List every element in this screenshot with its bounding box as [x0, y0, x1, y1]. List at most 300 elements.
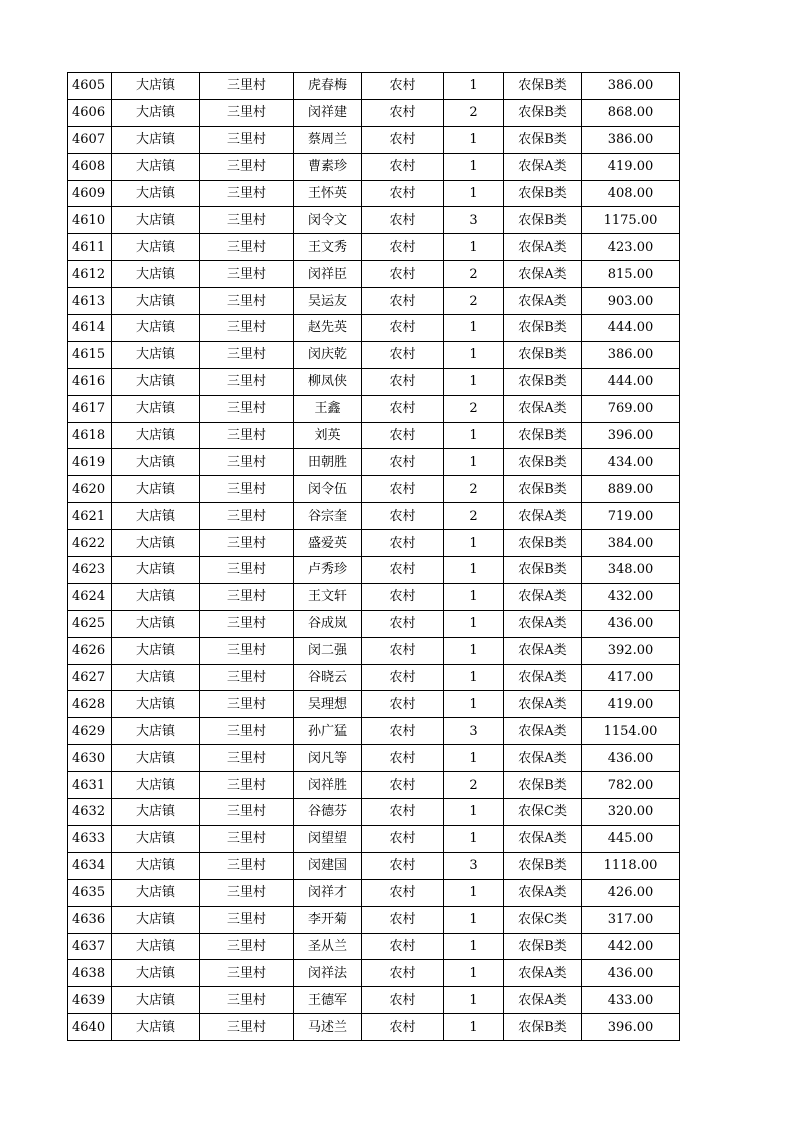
residence-type-cell: 农村 — [362, 341, 444, 368]
serial-number-cell: 4610 — [68, 207, 112, 234]
serial-number-cell: 4608 — [68, 153, 112, 180]
amount-cell: 1154.00 — [582, 718, 680, 745]
insurance-category-cell: 农保B类 — [504, 99, 582, 126]
member-count-cell: 2 — [444, 288, 504, 315]
person-name-cell: 闵令伍 — [294, 476, 362, 503]
residence-type-cell: 农村 — [362, 933, 444, 960]
amount-cell: 444.00 — [582, 315, 680, 342]
amount-cell: 444.00 — [582, 368, 680, 395]
village-cell: 三里村 — [200, 341, 294, 368]
serial-number-cell: 4611 — [68, 234, 112, 261]
serial-number-cell: 4615 — [68, 341, 112, 368]
residence-type-cell: 农村 — [362, 583, 444, 610]
serial-number-cell: 4630 — [68, 745, 112, 772]
residence-type-cell: 农村 — [362, 99, 444, 126]
serial-number-cell: 4634 — [68, 852, 112, 879]
person-name-cell: 盛爱英 — [294, 530, 362, 557]
residence-type-cell: 农村 — [362, 637, 444, 664]
village-cell: 三里村 — [200, 987, 294, 1014]
amount-cell: 436.00 — [582, 610, 680, 637]
amount-cell: 396.00 — [582, 1014, 680, 1041]
insurance-category-cell: 农保B类 — [504, 180, 582, 207]
amount-cell: 386.00 — [582, 341, 680, 368]
village-cell: 三里村 — [200, 906, 294, 933]
insurance-category-cell: 农保A类 — [504, 583, 582, 610]
village-cell: 三里村 — [200, 180, 294, 207]
amount-cell: 419.00 — [582, 153, 680, 180]
member-count-cell: 1 — [444, 153, 504, 180]
serial-number-cell: 4618 — [68, 422, 112, 449]
amount-cell: 769.00 — [582, 395, 680, 422]
amount-cell: 815.00 — [582, 261, 680, 288]
residence-type-cell: 农村 — [362, 691, 444, 718]
amount-cell: 320.00 — [582, 799, 680, 826]
amount-cell: 396.00 — [582, 422, 680, 449]
residence-type-cell: 农村 — [362, 395, 444, 422]
person-name-cell: 谷德芬 — [294, 799, 362, 826]
person-name-cell: 闵望望 — [294, 825, 362, 852]
serial-number-cell: 4640 — [68, 1014, 112, 1041]
amount-cell: 419.00 — [582, 691, 680, 718]
member-count-cell: 1 — [444, 637, 504, 664]
residence-type-cell: 农村 — [362, 745, 444, 772]
member-count-cell: 1 — [444, 583, 504, 610]
amount-cell: 432.00 — [582, 583, 680, 610]
person-name-cell: 吴运友 — [294, 288, 362, 315]
person-name-cell: 闵庆乾 — [294, 341, 362, 368]
table-row — [68, 126, 680, 153]
town-cell: 大店镇 — [112, 207, 200, 234]
member-count-cell: 1 — [444, 422, 504, 449]
residence-type-cell: 农村 — [362, 261, 444, 288]
member-count-cell: 1 — [444, 341, 504, 368]
table-row — [68, 772, 680, 799]
village-cell: 三里村 — [200, 637, 294, 664]
insurance-category-cell: 农保A类 — [504, 960, 582, 987]
village-cell: 三里村 — [200, 449, 294, 476]
serial-number-cell: 4633 — [68, 825, 112, 852]
amount-cell: 889.00 — [582, 476, 680, 503]
person-name-cell: 闵建国 — [294, 852, 362, 879]
residence-type-cell: 农村 — [362, 906, 444, 933]
town-cell: 大店镇 — [112, 745, 200, 772]
insurance-category-cell: 农保B类 — [504, 557, 582, 584]
insurance-category-cell: 农保B类 — [504, 73, 582, 100]
residence-type-cell: 农村 — [362, 503, 444, 530]
village-cell: 三里村 — [200, 153, 294, 180]
town-cell: 大店镇 — [112, 422, 200, 449]
serial-number-cell: 4607 — [68, 126, 112, 153]
town-cell: 大店镇 — [112, 368, 200, 395]
insurance-category-cell: 农保A类 — [504, 879, 582, 906]
serial-number-cell: 4623 — [68, 557, 112, 584]
serial-number-cell: 4612 — [68, 261, 112, 288]
serial-number-cell: 4626 — [68, 637, 112, 664]
insurance-category-cell: 农保B类 — [504, 207, 582, 234]
person-name-cell: 王鑫 — [294, 395, 362, 422]
village-cell: 三里村 — [200, 99, 294, 126]
table-row — [68, 879, 680, 906]
insurance-category-cell: 农保B类 — [504, 126, 582, 153]
member-count-cell: 1 — [444, 906, 504, 933]
village-cell: 三里村 — [200, 852, 294, 879]
table-row — [68, 261, 680, 288]
table-row — [68, 207, 680, 234]
person-name-cell: 闵祥才 — [294, 879, 362, 906]
insurance-category-cell: 农保A类 — [504, 637, 582, 664]
residence-type-cell: 农村 — [362, 73, 444, 100]
person-name-cell: 柳凤侠 — [294, 368, 362, 395]
amount-cell: 417.00 — [582, 664, 680, 691]
table-row — [68, 906, 680, 933]
person-name-cell: 王文秀 — [294, 234, 362, 261]
town-cell: 大店镇 — [112, 341, 200, 368]
residence-type-cell: 农村 — [362, 772, 444, 799]
insurance-category-cell: 农保C类 — [504, 906, 582, 933]
serial-number-cell: 4624 — [68, 583, 112, 610]
town-cell: 大店镇 — [112, 852, 200, 879]
town-cell: 大店镇 — [112, 288, 200, 315]
town-cell: 大店镇 — [112, 557, 200, 584]
village-cell: 三里村 — [200, 772, 294, 799]
amount-cell: 782.00 — [582, 772, 680, 799]
town-cell: 大店镇 — [112, 691, 200, 718]
insurance-category-cell: 农保B类 — [504, 476, 582, 503]
village-cell: 三里村 — [200, 368, 294, 395]
insurance-category-cell: 农保B类 — [504, 368, 582, 395]
town-cell: 大店镇 — [112, 960, 200, 987]
member-count-cell: 2 — [444, 99, 504, 126]
table-row — [68, 341, 680, 368]
table-row — [68, 691, 680, 718]
serial-number-cell: 4617 — [68, 395, 112, 422]
table-row — [68, 664, 680, 691]
residence-type-cell: 农村 — [362, 315, 444, 342]
person-name-cell: 闵二强 — [294, 637, 362, 664]
village-cell: 三里村 — [200, 557, 294, 584]
residence-type-cell: 农村 — [362, 799, 444, 826]
insurance-category-cell: 农保A类 — [504, 153, 582, 180]
person-name-cell: 闵祥法 — [294, 960, 362, 987]
table-row — [68, 153, 680, 180]
village-cell: 三里村 — [200, 73, 294, 100]
table-row — [68, 288, 680, 315]
person-name-cell: 闵祥胜 — [294, 772, 362, 799]
residence-type-cell: 农村 — [362, 126, 444, 153]
village-cell: 三里村 — [200, 583, 294, 610]
village-cell: 三里村 — [200, 745, 294, 772]
member-count-cell: 1 — [444, 745, 504, 772]
village-cell: 三里村 — [200, 530, 294, 557]
amount-cell: 868.00 — [582, 99, 680, 126]
village-cell: 三里村 — [200, 476, 294, 503]
member-count-cell: 1 — [444, 126, 504, 153]
amount-cell: 433.00 — [582, 987, 680, 1014]
town-cell: 大店镇 — [112, 583, 200, 610]
person-name-cell: 吴理想 — [294, 691, 362, 718]
table-row — [68, 745, 680, 772]
residence-type-cell: 农村 — [362, 422, 444, 449]
member-count-cell: 1 — [444, 610, 504, 637]
town-cell: 大店镇 — [112, 1014, 200, 1041]
amount-cell: 1118.00 — [582, 852, 680, 879]
amount-cell: 386.00 — [582, 126, 680, 153]
person-name-cell: 王德军 — [294, 987, 362, 1014]
town-cell: 大店镇 — [112, 234, 200, 261]
table-row — [68, 557, 680, 584]
town-cell: 大店镇 — [112, 799, 200, 826]
town-cell: 大店镇 — [112, 449, 200, 476]
village-cell: 三里村 — [200, 1014, 294, 1041]
town-cell: 大店镇 — [112, 261, 200, 288]
amount-cell: 386.00 — [582, 73, 680, 100]
serial-number-cell: 4639 — [68, 987, 112, 1014]
amount-cell: 436.00 — [582, 745, 680, 772]
person-name-cell: 虎春梅 — [294, 73, 362, 100]
village-cell: 三里村 — [200, 395, 294, 422]
insurance-category-cell: 农保B类 — [504, 852, 582, 879]
insurance-category-cell: 农保A类 — [504, 503, 582, 530]
residence-type-cell: 农村 — [362, 207, 444, 234]
serial-number-cell: 4625 — [68, 610, 112, 637]
records-table — [67, 72, 680, 1041]
amount-cell: 434.00 — [582, 449, 680, 476]
member-count-cell: 2 — [444, 772, 504, 799]
town-cell: 大店镇 — [112, 772, 200, 799]
village-cell: 三里村 — [200, 234, 294, 261]
serial-number-cell: 4635 — [68, 879, 112, 906]
person-name-cell: 闵祥建 — [294, 99, 362, 126]
town-cell: 大店镇 — [112, 126, 200, 153]
person-name-cell: 谷宗奎 — [294, 503, 362, 530]
serial-number-cell: 4616 — [68, 368, 112, 395]
insurance-category-cell: 农保C类 — [504, 799, 582, 826]
town-cell: 大店镇 — [112, 180, 200, 207]
town-cell: 大店镇 — [112, 825, 200, 852]
serial-number-cell: 4605 — [68, 73, 112, 100]
member-count-cell: 1 — [444, 960, 504, 987]
member-count-cell: 1 — [444, 825, 504, 852]
table-row — [68, 960, 680, 987]
residence-type-cell: 农村 — [362, 664, 444, 691]
table-row — [68, 73, 680, 100]
town-cell: 大店镇 — [112, 637, 200, 664]
person-name-cell: 孙广猛 — [294, 718, 362, 745]
village-cell: 三里村 — [200, 288, 294, 315]
town-cell: 大店镇 — [112, 73, 200, 100]
serial-number-cell: 4613 — [68, 288, 112, 315]
member-count-cell: 1 — [444, 664, 504, 691]
member-count-cell: 1 — [444, 234, 504, 261]
insurance-category-cell: 农保A类 — [504, 395, 582, 422]
insurance-category-cell: 农保A类 — [504, 745, 582, 772]
serial-number-cell: 4631 — [68, 772, 112, 799]
serial-number-cell: 4621 — [68, 503, 112, 530]
insurance-category-cell: 农保B类 — [504, 449, 582, 476]
town-cell: 大店镇 — [112, 906, 200, 933]
insurance-category-cell: 农保B类 — [504, 772, 582, 799]
amount-cell: 423.00 — [582, 234, 680, 261]
village-cell: 三里村 — [200, 610, 294, 637]
table-row — [68, 1014, 680, 1041]
table-body — [68, 73, 680, 1041]
person-name-cell: 闵令文 — [294, 207, 362, 234]
residence-type-cell: 农村 — [362, 852, 444, 879]
serial-number-cell: 4609 — [68, 180, 112, 207]
table-row — [68, 987, 680, 1014]
residence-type-cell: 农村 — [362, 879, 444, 906]
table-row — [68, 933, 680, 960]
insurance-category-cell: 农保B类 — [504, 341, 582, 368]
amount-cell: 408.00 — [582, 180, 680, 207]
table-row — [68, 395, 680, 422]
member-count-cell: 2 — [444, 476, 504, 503]
residence-type-cell: 农村 — [362, 476, 444, 503]
person-name-cell: 王文轩 — [294, 583, 362, 610]
table-row — [68, 180, 680, 207]
table-row — [68, 718, 680, 745]
insurance-category-cell: 农保A类 — [504, 664, 582, 691]
person-name-cell: 卢秀珍 — [294, 557, 362, 584]
person-name-cell: 李开菊 — [294, 906, 362, 933]
serial-number-cell: 4636 — [68, 906, 112, 933]
amount-cell: 348.00 — [582, 557, 680, 584]
person-name-cell: 蔡周兰 — [294, 126, 362, 153]
insurance-category-cell: 农保B类 — [504, 530, 582, 557]
amount-cell: 317.00 — [582, 906, 680, 933]
insurance-category-cell: 农保B类 — [504, 315, 582, 342]
village-cell: 三里村 — [200, 503, 294, 530]
amount-cell: 436.00 — [582, 960, 680, 987]
table-row — [68, 825, 680, 852]
serial-number-cell: 4614 — [68, 315, 112, 342]
table-row — [68, 476, 680, 503]
serial-number-cell: 4619 — [68, 449, 112, 476]
amount-cell: 384.00 — [582, 530, 680, 557]
table-row — [68, 234, 680, 261]
insurance-category-cell: 农保A类 — [504, 610, 582, 637]
member-count-cell: 1 — [444, 368, 504, 395]
town-cell: 大店镇 — [112, 610, 200, 637]
person-name-cell: 谷晓云 — [294, 664, 362, 691]
residence-type-cell: 农村 — [362, 368, 444, 395]
person-name-cell: 马述兰 — [294, 1014, 362, 1041]
member-count-cell: 1 — [444, 799, 504, 826]
insurance-category-cell: 农保A类 — [504, 987, 582, 1014]
village-cell: 三里村 — [200, 799, 294, 826]
table-row — [68, 315, 680, 342]
amount-cell: 445.00 — [582, 825, 680, 852]
residence-type-cell: 农村 — [362, 960, 444, 987]
residence-type-cell: 农村 — [362, 288, 444, 315]
serial-number-cell: 4606 — [68, 99, 112, 126]
village-cell: 三里村 — [200, 691, 294, 718]
town-cell: 大店镇 — [112, 153, 200, 180]
serial-number-cell: 4627 — [68, 664, 112, 691]
amount-cell: 903.00 — [582, 288, 680, 315]
member-count-cell: 3 — [444, 852, 504, 879]
table-row — [68, 368, 680, 395]
residence-type-cell: 农村 — [362, 234, 444, 261]
member-count-cell: 3 — [444, 718, 504, 745]
village-cell: 三里村 — [200, 126, 294, 153]
serial-number-cell: 4628 — [68, 691, 112, 718]
person-name-cell: 刘英 — [294, 422, 362, 449]
residence-type-cell: 农村 — [362, 449, 444, 476]
member-count-cell: 1 — [444, 449, 504, 476]
town-cell: 大店镇 — [112, 987, 200, 1014]
town-cell: 大店镇 — [112, 503, 200, 530]
town-cell: 大店镇 — [112, 395, 200, 422]
member-count-cell: 2 — [444, 395, 504, 422]
insurance-category-cell: 农保A类 — [504, 234, 582, 261]
insurance-category-cell: 农保B类 — [504, 422, 582, 449]
residence-type-cell: 农村 — [362, 718, 444, 745]
village-cell: 三里村 — [200, 315, 294, 342]
table-row — [68, 99, 680, 126]
residence-type-cell: 农村 — [362, 987, 444, 1014]
village-cell: 三里村 — [200, 261, 294, 288]
village-cell: 三里村 — [200, 825, 294, 852]
table-row — [68, 852, 680, 879]
town-cell: 大店镇 — [112, 530, 200, 557]
member-count-cell: 1 — [444, 691, 504, 718]
serial-number-cell: 4629 — [68, 718, 112, 745]
amount-cell: 719.00 — [582, 503, 680, 530]
village-cell: 三里村 — [200, 422, 294, 449]
person-name-cell: 谷成岚 — [294, 610, 362, 637]
person-name-cell: 闵凡等 — [294, 745, 362, 772]
residence-type-cell: 农村 — [362, 557, 444, 584]
insurance-category-cell: 农保A类 — [504, 691, 582, 718]
town-cell: 大店镇 — [112, 99, 200, 126]
person-name-cell: 闵祥臣 — [294, 261, 362, 288]
table-row — [68, 422, 680, 449]
person-name-cell: 王怀英 — [294, 180, 362, 207]
member-count-cell: 1 — [444, 530, 504, 557]
insurance-category-cell: 农保A类 — [504, 825, 582, 852]
member-count-cell: 1 — [444, 180, 504, 207]
town-cell: 大店镇 — [112, 476, 200, 503]
member-count-cell: 1 — [444, 557, 504, 584]
member-count-cell: 1 — [444, 987, 504, 1014]
insurance-category-cell: 农保A类 — [504, 288, 582, 315]
serial-number-cell: 4632 — [68, 799, 112, 826]
village-cell: 三里村 — [200, 933, 294, 960]
table-row — [68, 637, 680, 664]
town-cell: 大店镇 — [112, 315, 200, 342]
insurance-category-cell: 农保B类 — [504, 1014, 582, 1041]
residence-type-cell: 农村 — [362, 1014, 444, 1041]
serial-number-cell: 4638 — [68, 960, 112, 987]
residence-type-cell: 农村 — [362, 530, 444, 557]
residence-type-cell: 农村 — [362, 610, 444, 637]
village-cell: 三里村 — [200, 879, 294, 906]
serial-number-cell: 4637 — [68, 933, 112, 960]
amount-cell: 426.00 — [582, 879, 680, 906]
serial-number-cell: 4620 — [68, 476, 112, 503]
person-name-cell: 赵先英 — [294, 315, 362, 342]
residence-type-cell: 农村 — [362, 153, 444, 180]
town-cell: 大店镇 — [112, 933, 200, 960]
amount-cell: 1175.00 — [582, 207, 680, 234]
serial-number-cell: 4622 — [68, 530, 112, 557]
village-cell: 三里村 — [200, 664, 294, 691]
table-row — [68, 799, 680, 826]
village-cell: 三里村 — [200, 960, 294, 987]
amount-cell: 442.00 — [582, 933, 680, 960]
residence-type-cell: 农村 — [362, 825, 444, 852]
